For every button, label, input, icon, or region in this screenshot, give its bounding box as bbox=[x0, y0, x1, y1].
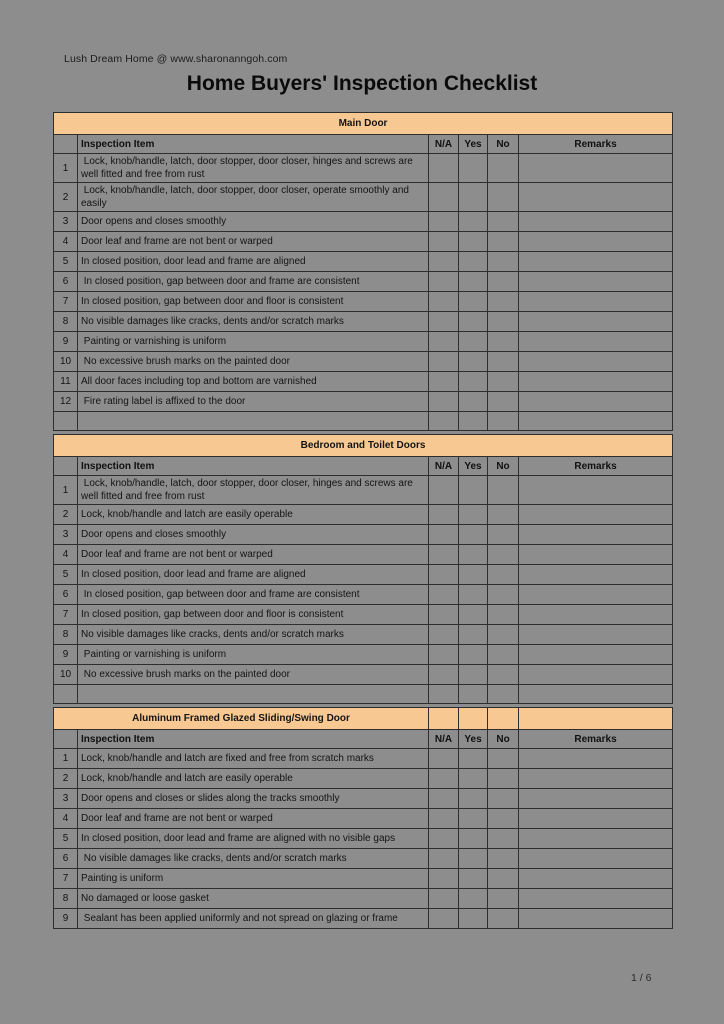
no-answer-cell[interactable] bbox=[488, 849, 519, 869]
inspection-item-text: Lock, knob/handle and latch are easily operable bbox=[78, 505, 429, 525]
yes-answer-cell[interactable] bbox=[459, 183, 488, 212]
row-number: 11 bbox=[54, 372, 78, 392]
inspection-item-text: In closed position, gap between door and floor is consistent bbox=[78, 292, 429, 312]
remarks-answer-cell[interactable] bbox=[519, 372, 673, 392]
row-number: 7 bbox=[54, 292, 78, 312]
no-answer-cell[interactable] bbox=[488, 769, 519, 789]
page-title: Home Buyers' Inspection Checklist bbox=[186, 72, 538, 95]
column-header-na: N/A bbox=[429, 135, 459, 154]
na-answer-cell[interactable] bbox=[429, 154, 459, 183]
na-answer-cell[interactable] bbox=[429, 829, 459, 849]
na-answer-cell[interactable] bbox=[429, 645, 459, 665]
na-answer-cell[interactable] bbox=[429, 312, 459, 332]
row-number: 1 bbox=[54, 749, 78, 769]
table-row bbox=[54, 585, 673, 605]
yes-answer-cell[interactable] bbox=[459, 565, 488, 585]
na-answer-cell[interactable] bbox=[429, 505, 459, 525]
column-header-yes: Yes bbox=[459, 135, 488, 154]
row-number: 8 bbox=[54, 625, 78, 645]
no-answer-cell[interactable] bbox=[488, 525, 519, 545]
section-header-cell bbox=[429, 708, 459, 730]
inspection-item-text: Door leaf and frame are not bent or warped bbox=[78, 809, 429, 829]
remarks-answer-cell[interactable] bbox=[519, 312, 673, 332]
empty-cell-no bbox=[488, 412, 519, 431]
empty-cell-remarks bbox=[519, 685, 673, 704]
inspection-item-text: Lock, knob/handle, latch, door stopper, door closer, operate smoothly and easily bbox=[78, 183, 429, 212]
empty-cell-na bbox=[429, 685, 459, 704]
column-header-na: N/A bbox=[429, 457, 459, 476]
table-row bbox=[54, 789, 673, 809]
row-number: 3 bbox=[54, 789, 78, 809]
section-table bbox=[53, 112, 673, 431]
na-answer-cell[interactable] bbox=[429, 476, 459, 505]
column-header-item: Inspection Item bbox=[78, 730, 429, 749]
column-header-no: No bbox=[488, 135, 519, 154]
table-row bbox=[54, 272, 673, 292]
column-header-na: N/A bbox=[429, 730, 459, 749]
remarks-answer-cell[interactable] bbox=[519, 585, 673, 605]
column-header-no: No bbox=[488, 730, 519, 749]
yes-answer-cell[interactable] bbox=[459, 505, 488, 525]
no-answer-cell[interactable] bbox=[488, 889, 519, 909]
inspection-item-text: In closed position, gap between door and floor is consistent bbox=[78, 605, 429, 625]
inspection-item-text: In closed position, gap between door and frame are consistent bbox=[78, 585, 429, 605]
no-answer-cell[interactable] bbox=[488, 292, 519, 312]
inspection-item-text: Lock, knob/handle and latch are fixed and free from scratch marks bbox=[78, 749, 429, 769]
column-header-remarks: Remarks bbox=[519, 457, 673, 476]
table-row bbox=[54, 332, 673, 352]
section-header-row bbox=[54, 113, 673, 135]
yes-answer-cell[interactable] bbox=[459, 769, 488, 789]
no-answer-cell[interactable] bbox=[488, 252, 519, 272]
column-header-index bbox=[54, 457, 78, 476]
row-number: 3 bbox=[54, 212, 78, 232]
no-answer-cell[interactable] bbox=[488, 312, 519, 332]
no-answer-cell[interactable] bbox=[488, 789, 519, 809]
table-row bbox=[54, 769, 673, 789]
section-table bbox=[53, 434, 673, 704]
table-row bbox=[54, 749, 673, 769]
brand-header: Lush Dream Home @ www.sharonanngoh.com bbox=[64, 53, 288, 65]
remarks-answer-cell[interactable] bbox=[519, 769, 673, 789]
remarks-answer-cell[interactable] bbox=[519, 292, 673, 312]
table-row bbox=[54, 505, 673, 525]
yes-answer-cell[interactable] bbox=[459, 232, 488, 252]
inspection-item-text: No visible damages like cracks, dents and/or scratch marks bbox=[78, 312, 429, 332]
inspection-item-text: In closed position, door lead and frame are aligned bbox=[78, 252, 429, 272]
no-answer-cell[interactable] bbox=[488, 392, 519, 412]
inspection-item-text: All door faces including top and bottom are varnished bbox=[78, 372, 429, 392]
no-answer-cell[interactable] bbox=[488, 212, 519, 232]
empty-cell-item bbox=[78, 685, 429, 704]
na-answer-cell[interactable] bbox=[429, 292, 459, 312]
remarks-answer-cell[interactable] bbox=[519, 869, 673, 889]
inspection-item-text: Lock, knob/handle, latch, door stopper, door closer, hinges and screws are well fitted and free from rust bbox=[78, 154, 429, 183]
inspection-item-text: Painting or varnishing is uniform bbox=[78, 332, 429, 352]
empty-cell-index bbox=[54, 412, 78, 431]
inspection-item-text: Door opens and closes smoothly bbox=[78, 212, 429, 232]
remarks-answer-cell[interactable] bbox=[519, 789, 673, 809]
table-row bbox=[54, 869, 673, 889]
empty-row bbox=[54, 412, 673, 431]
no-answer-cell[interactable] bbox=[488, 749, 519, 769]
table-row bbox=[54, 183, 673, 212]
remarks-answer-cell[interactable] bbox=[519, 154, 673, 183]
yes-answer-cell[interactable] bbox=[459, 525, 488, 545]
empty-cell-no bbox=[488, 685, 519, 704]
no-answer-cell[interactable] bbox=[488, 545, 519, 565]
column-header-yes: Yes bbox=[459, 730, 488, 749]
remarks-answer-cell[interactable] bbox=[519, 749, 673, 769]
no-answer-cell[interactable] bbox=[488, 476, 519, 505]
remarks-answer-cell[interactable] bbox=[519, 849, 673, 869]
na-answer-cell[interactable] bbox=[429, 665, 459, 685]
inspection-item-text: Door leaf and frame are not bent or warped bbox=[78, 232, 429, 252]
yes-answer-cell[interactable] bbox=[459, 849, 488, 869]
row-number: 10 bbox=[54, 665, 78, 685]
yes-answer-cell[interactable] bbox=[459, 585, 488, 605]
inspection-item-text: Fire rating label is affixed to the door bbox=[78, 392, 429, 412]
no-answer-cell[interactable] bbox=[488, 505, 519, 525]
no-answer-cell[interactable] bbox=[488, 665, 519, 685]
table-row bbox=[54, 809, 673, 829]
remarks-answer-cell[interactable] bbox=[519, 665, 673, 685]
inspection-item-text: No damaged or loose gasket bbox=[78, 889, 429, 909]
no-answer-cell[interactable] bbox=[488, 625, 519, 645]
table-row bbox=[54, 605, 673, 625]
na-answer-cell[interactable] bbox=[429, 252, 459, 272]
row-number: 1 bbox=[54, 476, 78, 505]
na-answer-cell[interactable] bbox=[429, 605, 459, 625]
no-answer-cell[interactable] bbox=[488, 154, 519, 183]
page-number: 1 / 6 bbox=[631, 972, 652, 984]
na-answer-cell[interactable] bbox=[429, 565, 459, 585]
table-row bbox=[54, 154, 673, 183]
table-row bbox=[54, 392, 673, 412]
column-header-row bbox=[54, 730, 673, 749]
inspection-item-text: No excessive brush marks on the painted door bbox=[78, 665, 429, 685]
table-row bbox=[54, 252, 673, 272]
remarks-answer-cell[interactable] bbox=[519, 392, 673, 412]
no-answer-cell[interactable] bbox=[488, 372, 519, 392]
inspection-item-text: No visible damages like cracks, dents and/or scratch marks bbox=[78, 849, 429, 869]
yes-answer-cell[interactable] bbox=[459, 889, 488, 909]
row-number: 2 bbox=[54, 183, 78, 212]
table-row bbox=[54, 565, 673, 585]
na-answer-cell[interactable] bbox=[429, 585, 459, 605]
inspection-item-text: In closed position, gap between door and frame are consistent bbox=[78, 272, 429, 292]
empty-cell-yes bbox=[459, 412, 488, 431]
yes-answer-cell[interactable] bbox=[459, 352, 488, 372]
na-answer-cell[interactable] bbox=[429, 869, 459, 889]
na-answer-cell[interactable] bbox=[429, 749, 459, 769]
remarks-answer-cell[interactable] bbox=[519, 212, 673, 232]
inspection-item-text: No visible damages like cracks, dents and/or scratch marks bbox=[78, 625, 429, 645]
remarks-answer-cell[interactable] bbox=[519, 829, 673, 849]
empty-row bbox=[54, 685, 673, 704]
inspection-item-text: Painting is uniform bbox=[78, 869, 429, 889]
row-number: 9 bbox=[54, 332, 78, 352]
yes-answer-cell[interactable] bbox=[459, 332, 488, 352]
na-answer-cell[interactable] bbox=[429, 769, 459, 789]
row-number: 5 bbox=[54, 252, 78, 272]
remarks-answer-cell[interactable] bbox=[519, 909, 673, 929]
row-number: 7 bbox=[54, 605, 78, 625]
no-answer-cell[interactable] bbox=[488, 272, 519, 292]
table-row bbox=[54, 352, 673, 372]
section-header-cell bbox=[519, 708, 673, 730]
empty-cell-remarks bbox=[519, 412, 673, 431]
section-header-row bbox=[54, 435, 673, 457]
table-row bbox=[54, 909, 673, 929]
no-answer-cell[interactable] bbox=[488, 183, 519, 212]
inspection-item-text: Lock, knob/handle and latch are easily operable bbox=[78, 769, 429, 789]
table-row bbox=[54, 889, 673, 909]
na-answer-cell[interactable] bbox=[429, 212, 459, 232]
table-row bbox=[54, 645, 673, 665]
yes-answer-cell[interactable] bbox=[459, 154, 488, 183]
remarks-answer-cell[interactable] bbox=[519, 889, 673, 909]
na-answer-cell[interactable] bbox=[429, 889, 459, 909]
row-number: 7 bbox=[54, 869, 78, 889]
row-number: 12 bbox=[54, 392, 78, 412]
table-row bbox=[54, 232, 673, 252]
inspection-item-text: Sealant has been applied uniformly and not spread on glazing or frame bbox=[78, 909, 429, 929]
row-number: 9 bbox=[54, 645, 78, 665]
remarks-answer-cell[interactable] bbox=[519, 809, 673, 829]
remarks-answer-cell[interactable] bbox=[519, 476, 673, 505]
row-number: 9 bbox=[54, 909, 78, 929]
na-answer-cell[interactable] bbox=[429, 909, 459, 929]
remarks-answer-cell[interactable] bbox=[519, 625, 673, 645]
row-number: 6 bbox=[54, 849, 78, 869]
remarks-answer-cell[interactable] bbox=[519, 505, 673, 525]
row-number: 6 bbox=[54, 272, 78, 292]
remarks-answer-cell[interactable] bbox=[519, 565, 673, 585]
row-number: 5 bbox=[54, 829, 78, 849]
inspection-item-text: In closed position, door lead and frame are aligned with no visible gaps bbox=[78, 829, 429, 849]
column-header-row bbox=[54, 135, 673, 154]
yes-answer-cell[interactable] bbox=[459, 372, 488, 392]
remarks-answer-cell[interactable] bbox=[519, 183, 673, 212]
column-header-row bbox=[54, 457, 673, 476]
yes-answer-cell[interactable] bbox=[459, 869, 488, 889]
row-number: 5 bbox=[54, 565, 78, 585]
empty-cell-na bbox=[429, 412, 459, 431]
no-answer-cell[interactable] bbox=[488, 869, 519, 889]
no-answer-cell[interactable] bbox=[488, 232, 519, 252]
na-answer-cell[interactable] bbox=[429, 352, 459, 372]
no-answer-cell[interactable] bbox=[488, 332, 519, 352]
row-number: 1 bbox=[54, 154, 78, 183]
no-answer-cell[interactable] bbox=[488, 809, 519, 829]
yes-answer-cell[interactable] bbox=[459, 545, 488, 565]
checklist bbox=[53, 112, 672, 932]
remarks-answer-cell[interactable] bbox=[519, 605, 673, 625]
inspection-item-text: Painting or varnishing is uniform bbox=[78, 645, 429, 665]
column-header-no: No bbox=[488, 457, 519, 476]
row-number: 2 bbox=[54, 769, 78, 789]
yes-answer-cell[interactable] bbox=[459, 665, 488, 685]
empty-cell-yes bbox=[459, 685, 488, 704]
na-answer-cell[interactable] bbox=[429, 625, 459, 645]
section-header-cell bbox=[459, 708, 488, 730]
table-row bbox=[54, 372, 673, 392]
table-row bbox=[54, 665, 673, 685]
na-answer-cell[interactable] bbox=[429, 849, 459, 869]
remarks-answer-cell[interactable] bbox=[519, 332, 673, 352]
yes-answer-cell[interactable] bbox=[459, 292, 488, 312]
table-row bbox=[54, 829, 673, 849]
column-header-remarks: Remarks bbox=[519, 730, 673, 749]
section-table bbox=[53, 707, 673, 929]
column-header-index bbox=[54, 730, 78, 749]
yes-answer-cell[interactable] bbox=[459, 312, 488, 332]
yes-answer-cell[interactable] bbox=[459, 809, 488, 829]
yes-answer-cell[interactable] bbox=[459, 252, 488, 272]
na-answer-cell[interactable] bbox=[429, 392, 459, 412]
section-title: Aluminum Framed Glazed Sliding/Swing Door bbox=[54, 708, 429, 730]
na-answer-cell[interactable] bbox=[429, 525, 459, 545]
section-title: Main Door bbox=[54, 113, 673, 135]
no-answer-cell[interactable] bbox=[488, 585, 519, 605]
no-answer-cell[interactable] bbox=[488, 909, 519, 929]
no-answer-cell[interactable] bbox=[488, 605, 519, 625]
yes-answer-cell[interactable] bbox=[459, 645, 488, 665]
no-answer-cell[interactable] bbox=[488, 565, 519, 585]
na-answer-cell[interactable] bbox=[429, 545, 459, 565]
row-number: 4 bbox=[54, 809, 78, 829]
yes-answer-cell[interactable] bbox=[459, 476, 488, 505]
inspection-item-text: Lock, knob/handle, latch, door stopper, door closer, hinges and screws are well fitted and free from rust bbox=[78, 476, 429, 505]
remarks-answer-cell[interactable] bbox=[519, 645, 673, 665]
column-header-item: Inspection Item bbox=[78, 135, 429, 154]
section-header-row bbox=[54, 708, 673, 730]
inspection-item-text: Door opens and closes or slides along the tracks smoothly bbox=[78, 789, 429, 809]
column-header-index bbox=[54, 135, 78, 154]
yes-answer-cell[interactable] bbox=[459, 272, 488, 292]
empty-cell-index bbox=[54, 685, 78, 704]
table-row bbox=[54, 525, 673, 545]
row-number: 10 bbox=[54, 352, 78, 372]
table-row bbox=[54, 625, 673, 645]
remarks-answer-cell[interactable] bbox=[519, 272, 673, 292]
na-answer-cell[interactable] bbox=[429, 372, 459, 392]
inspection-item-text: Door leaf and frame are not bent or warped bbox=[78, 545, 429, 565]
yes-answer-cell[interactable] bbox=[459, 605, 488, 625]
yes-answer-cell[interactable] bbox=[459, 749, 488, 769]
row-number: 8 bbox=[54, 889, 78, 909]
na-answer-cell[interactable] bbox=[429, 232, 459, 252]
table-row bbox=[54, 545, 673, 565]
na-answer-cell[interactable] bbox=[429, 789, 459, 809]
no-answer-cell[interactable] bbox=[488, 352, 519, 372]
na-answer-cell[interactable] bbox=[429, 183, 459, 212]
yes-answer-cell[interactable] bbox=[459, 212, 488, 232]
row-number: 4 bbox=[54, 232, 78, 252]
column-header-yes: Yes bbox=[459, 457, 488, 476]
remarks-answer-cell[interactable] bbox=[519, 252, 673, 272]
remarks-answer-cell[interactable] bbox=[519, 525, 673, 545]
na-answer-cell[interactable] bbox=[429, 809, 459, 829]
row-number: 6 bbox=[54, 585, 78, 605]
yes-answer-cell[interactable] bbox=[459, 909, 488, 929]
table-row bbox=[54, 849, 673, 869]
na-answer-cell[interactable] bbox=[429, 332, 459, 352]
table-row bbox=[54, 476, 673, 505]
yes-answer-cell[interactable] bbox=[459, 392, 488, 412]
row-number: 8 bbox=[54, 312, 78, 332]
remarks-answer-cell[interactable] bbox=[519, 352, 673, 372]
yes-answer-cell[interactable] bbox=[459, 625, 488, 645]
remarks-answer-cell[interactable] bbox=[519, 545, 673, 565]
inspection-item-text: Door opens and closes smoothly bbox=[78, 525, 429, 545]
column-header-remarks: Remarks bbox=[519, 135, 673, 154]
table-row bbox=[54, 212, 673, 232]
na-answer-cell[interactable] bbox=[429, 272, 459, 292]
row-number: 2 bbox=[54, 505, 78, 525]
row-number: 3 bbox=[54, 525, 78, 545]
column-header-item: Inspection Item bbox=[78, 457, 429, 476]
table-row bbox=[54, 292, 673, 312]
yes-answer-cell[interactable] bbox=[459, 829, 488, 849]
section-title: Bedroom and Toilet Doors bbox=[54, 435, 673, 457]
empty-cell-item bbox=[78, 412, 429, 431]
no-answer-cell[interactable] bbox=[488, 645, 519, 665]
inspection-item-text: No excessive brush marks on the painted door bbox=[78, 352, 429, 372]
no-answer-cell[interactable] bbox=[488, 829, 519, 849]
row-number: 4 bbox=[54, 545, 78, 565]
table-row bbox=[54, 312, 673, 332]
remarks-answer-cell[interactable] bbox=[519, 232, 673, 252]
section-header-cell bbox=[488, 708, 519, 730]
yes-answer-cell[interactable] bbox=[459, 789, 488, 809]
inspection-item-text: In closed position, door lead and frame are aligned bbox=[78, 565, 429, 585]
